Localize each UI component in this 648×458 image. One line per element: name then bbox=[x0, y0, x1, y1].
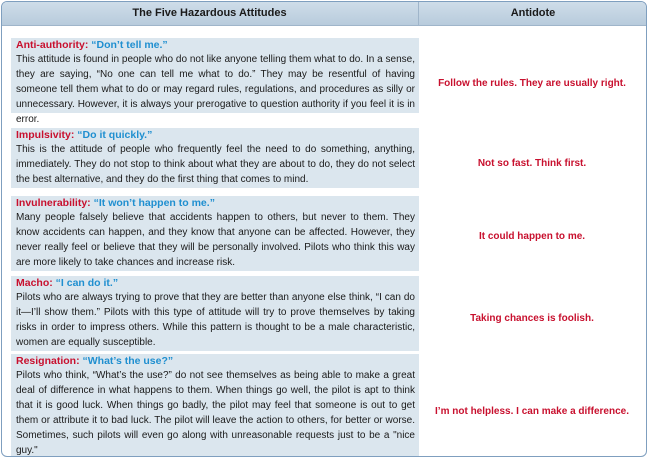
antidote-text: It could happen to me. bbox=[478, 231, 586, 242]
attitude-label: Impulsivity: bbox=[16, 129, 75, 141]
attitude-label: Invulnerability: bbox=[16, 197, 91, 209]
attitude-description: Many people falsely believe that accidents happen to others, but never to them. They know accidents can happen, and they know that anyone can be affected. However, they never really feel or believe that they will be personally involved. Pilots who think this way are more likely to take chances and increase risk. bbox=[11, 210, 419, 271]
hazardous-attitudes-table bbox=[1, 1, 647, 457]
attitude-quote: “Don’t tell me.” bbox=[91, 39, 168, 51]
attitude-quote: “I can do it.” bbox=[55, 277, 119, 289]
attitude-label: Macho: bbox=[16, 277, 53, 289]
attitude-quote: “It won’t happen to me.” bbox=[93, 197, 215, 209]
antidote-text: Taking chances is foolish. bbox=[470, 313, 594, 324]
header-antidote: Antidote bbox=[418, 2, 647, 25]
attitude-description: Pilots who think, “What’s the use?” do not see themselves as being able to make a great deal of difference in what happens to them. When things go well, the pilot is apt to think that it is good luck. When things go badly, the pilot may feel that someone is out to get them or attribute it to bad luck. The pilot will leave the action to others, for better or worse. Sometimes, such pilots will even go along with unreasonable requests just to be a "nice guy." bbox=[11, 368, 419, 457]
attitude-title bbox=[11, 276, 419, 290]
antidote-text: Not so fast. Think first. bbox=[477, 158, 587, 169]
attitude-description: Pilots who are always trying to prove that they are better than anyone else think, “I can do it—I’ll show them.” Pilots with this type of attitude will try to prove themselves by taking risks in order to impress others. While this pattern is thought to be a male characteristic, women are equally susceptible. bbox=[11, 290, 419, 351]
attitude-quote: “What’s the use?” bbox=[82, 355, 174, 367]
attitude-title bbox=[11, 354, 419, 368]
attitude-title bbox=[11, 128, 419, 142]
attitude-title bbox=[11, 196, 419, 210]
attitude-label: Resignation: bbox=[16, 355, 80, 367]
attitude-title bbox=[11, 38, 419, 52]
attitude-label: Anti-authority: bbox=[16, 39, 89, 51]
attitude-quote: “Do it quickly.” bbox=[77, 129, 153, 141]
antidote-text: Follow the rules. They are usually right. bbox=[438, 78, 626, 89]
header-attitudes: The Five Hazardous Attitudes bbox=[132, 7, 287, 19]
attitude-description: This is the attitude of people who frequently feel the need to do something, anything, immediately. They do not stop to think about what they are about to do, they do not select the best alternative, and they do the first thing that comes to mind. bbox=[11, 142, 419, 188]
table-header bbox=[2, 2, 646, 26]
attitude-description: This attitude is found in people who do not like anyone telling them what to do. In a sense, they are saying, “No one can tell me what to do.” They may be resentful of having someone tell them what to do or may regard rules, regulations, and procedures as silly or unnecessary. However, it is always your prerogative to question authority if you feel it is in error. bbox=[11, 52, 419, 113]
antidote-text: I’m not helpless. I can make a difference. bbox=[435, 406, 629, 417]
